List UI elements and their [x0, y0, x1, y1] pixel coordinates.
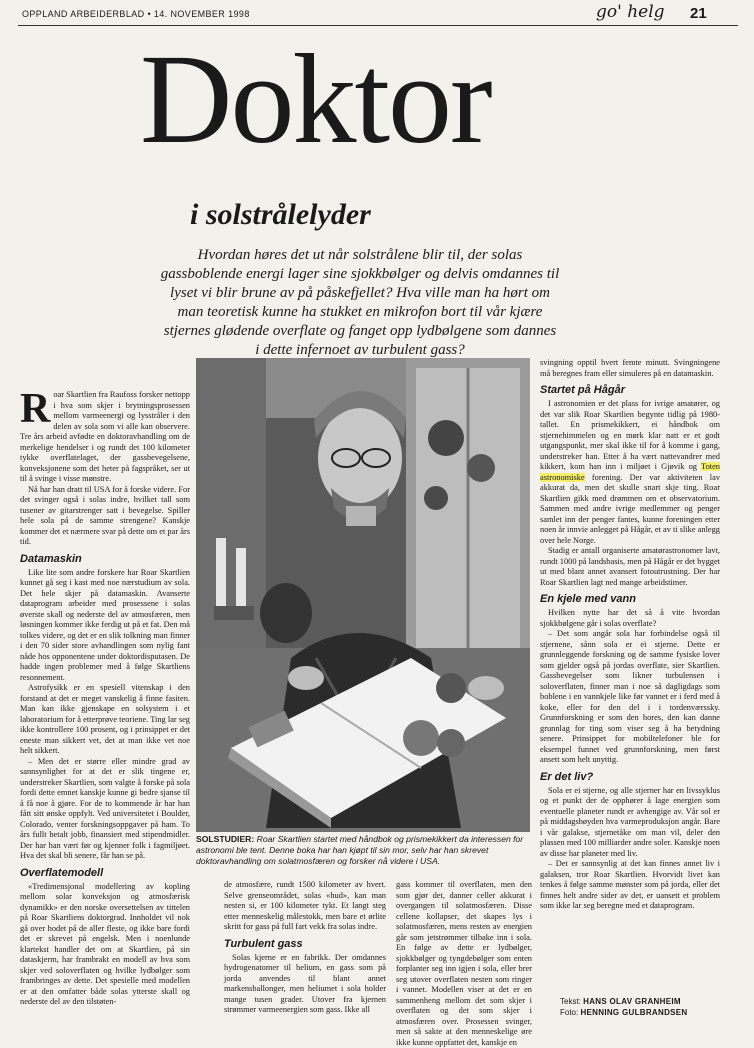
- credit-label: Tekst:: [560, 997, 581, 1006]
- article-column-4: [540, 358, 720, 994]
- section-brand: go' helg: [596, 2, 665, 22]
- paragraph: Astrofysikk er en spesiell vitenskap i den forstand at det er meget vanskelig å finne fasiten. Man kan ikke gjenskape en solsystem i et laboratorium for å etterprøve teoriene. Ting lar seg ikke kontrollere 100 prosent, og i prinsippet er det eneste man sikkert vet, det at man ikke vet noe helt sikkert.: [20, 683, 190, 755]
- headline: Doktor: [140, 28, 491, 170]
- paragraph: Hvilken nytte har det så å vite hvordan sjokkbølgene går i solas overflate?: [540, 608, 720, 628]
- subheading: Overflatemodell: [20, 866, 104, 879]
- photo-caption: [196, 834, 530, 867]
- photo-illustration: [196, 358, 530, 832]
- subheading: Er det liv?: [540, 770, 594, 783]
- author-name: HANS OLAV GRANHEIM: [583, 997, 681, 1006]
- paragraph: oar Skartlien fra Raufoss forsker nettopp i hva som skjer i brytningsprosessen mellom varmeenergi og lysstråler i den delen av sola som vi alle kan observere. Tre års arbeid avfødte en doktoravhandling om de merkelige hendelser i og rundt det 100 kilometer tykke overflatelaget, der gassbevegelsene, konveksjonene som det heter på fagspråket, ser ut til å svinge i visse mønstre.: [20, 390, 190, 483]
- article-column-3: [396, 880, 532, 1047]
- byline: [560, 996, 720, 1018]
- paragraph: – Men det er større eller mindre grad av sannsynlighet for at det er slik tingene er, understreker Skartlien, som valgte å forske på sola fordi dette emnet kanskje kunne gi bedre sjanse til å få noe å gjøre. For de to kommende år har han fått sitt ønske oppfylt. Ved universitetet i Boulder, Colorado, venter forskningsoppgaver på ham. To års fullt betalt jobb, finansiert med stipendmidler. Der har han vært før og kjenner folk i fagmiljøet. Hva det skal bli senere, får han se på.: [20, 756, 190, 860]
- paragraph: svingning opptil hvert femte minutt. Svingningene må beregnes fram eller simuleres på en datamaskin.: [540, 358, 720, 378]
- subheading: Datamaskin: [20, 552, 82, 565]
- paragraph: I astronomien er det plass for ivrige amatører, og det var slik Roar Skartlien begynte tidlig på 1980-tallet. En prismekikkert, ei håndbok om stjernehimmelen og en mørk klar natt er et godt utgangspunkt, mer skal ikke til for å komme i gang, understreker han. Etter å ha vært nattevandrer med kikkert, kom han inn i miljøet i Gjøvik og: [540, 399, 720, 471]
- paragraph: Solas kjerne er en fabrikk. Der omdannes hydrogenatomer til helium, en gass som på jorda anvendes til blant annet markensballonger, men heliumet i sola holder mange tusen grader. Utover fra kjernen strømmer varmeenergien som gass. Ikke all: [224, 952, 386, 1014]
- lead-paragraph: Hvordan høres det ut når solstrålene blir til, der solas gassboblende energi lager sine sjokkbølger og delvis omdannes til lyset vi blir brune av på påskefjellet? Hva ville man ha hørt om man teoretisk kunne ha stukket en mikrofon bort til vår kjære stjernes glødende overflate og fanget opp lydbølgene som dannes i dette infernoet av turbulent gass?: [160, 247, 560, 358]
- paragraph: gass kommer til overflaten, men den som gjør det, danner celler akkurat i overgangen til solatmosfæren. Disse cellene kollapser, det skapes lys i solatmosfæren, mens resten av energien går som jetstrømmer tilbake inn i sola. En følge av dette er lydbølger, sjokkbølger og tyngdebølger som enten forplanter seg inn igjen i sola, eller brer seg utover overflaten nesten som ringer i vannet. Modellen viser at det er en sammenheng mellom det som skjer i overflaten og det som skjer i atmosfæren over. Prosessen svinger, men så sakte at den menneskelige øre ikke kunne oppfattet det, kanskje en: [396, 880, 532, 1047]
- paragraph: Like lite som andre forskere har Roar Skartlien kunnet gå seg i kast med noe nærstudium av sola. Det hele skjer på datamaskin. Avanserte dataprogram arbeider med prosessene i solas øverste skall og nederste del av atmosfæren, men løsningen kommer ikke ferdig ut på et fat. Den må tolkes videre, og det er en slik tolkning man finner i den 70 sider store avhandlingen som nylig fant nåde hos opponentene under doktordisputasen. De hadde ingen problemer med å følge Skartliens resonnement.: [20, 567, 190, 682]
- article-column-1: [20, 386, 190, 1020]
- paragraph: Sola er ei stjerne, og alle stjerner har en livssyklus og et punkt der de opphører å lage energien som eventuelle planeter rundt er avhengige av. Vår sol er på middagshøyden hva varmeproduksjon angår. Bare i vår galakse, stjernetåke om man vil, deler den plassen med 100 milliarder andre soler. Kanskje noen av disse har planeter med liv.: [540, 785, 720, 858]
- caption-text: Roar Skartlien startet med håndbok og prismekikkert da interessen for astronomi ble tent. Denne boka har han kjøpt til sin mor, selv har han skrevet doktoravhandling om solatmosfæren og forsker nå videre i USA.: [196, 834, 524, 866]
- paragraph: «Tredimensjonal modellering av kopling mellom solar konveksjon og atmosfærisk dynamikk» er den norske oversettelsen av tittelen på Roar Skartliens doktorgrad. Innholdet vil nok gå over hodet på de aller fleste, og ikke bare fordi det er skrevet på engelsk. Men i noenlunde klartekst handler det om at Skartlien, på sin dataskjerm, har frambrakt en modell av hva som skjer ved soloverflaten og hvilke lydbølger som frambringes av dette. Det spesielle med modellen er at den omfatter både solas ytterste skall og nederste del av den tilstøten-: [20, 881, 190, 1006]
- paragraph: – Det som angår sola har forbindelse også til stjernene, sånn sola er ei stjerne. Dette er grunnleggende forskning og de samme fysiske lover som gjelder også på jordas overflate, sier Skartlien. Gassbevegelser som likner turbulensen i soloverflaten, finner man i noe så dagligdags som boblene i en vannkjele like før vannet er i ferd med å koke, eller for den del i i tordenværssky. Grunnforskning er som den hores, den kan danne grunnlag for ting som viser seg å ha betydning senere. Prinsippet for mobiltelefoner ble for eksempel funnet ved grunnforskning, men først ansett som helt unyttig.: [540, 629, 720, 764]
- paragraph: forening. Der var aktiviteten lav akkurat da, men det skulle snart skje ting. Roar Skartlien gikk med drømmen om et observatorium. Sammen med andre ivrige medlemmer og penger samlet inn der penger fantes, kunne foreningen etter noen år innvie anlegget på Hågår, et av ti slike anlegg over hele Norge.: [540, 472, 721, 545]
- photographer-name: HENNING GULBRANDSEN: [580, 1008, 688, 1017]
- highlighted-text: Toten astronomiske: [540, 462, 720, 482]
- paragraph: Stadig er antall organiserte amatørastronomer lavt, rundt 1000 på landsbasis, men på Hågår er det bygget ut med blant annet avansert fotoutrustning. Der har Roar Skartlien lagt ned mange arbeidstimer.: [540, 546, 721, 587]
- header-divider: [18, 25, 738, 26]
- drop-cap: R: [20, 386, 51, 432]
- subheading: Turbulent gass: [224, 937, 303, 950]
- paragraph: de atmosfære, rundt 1500 kilometer av hvert. Selve grenseområdet, solas «hud», kan man nesten si, er 100 kilometer tykt. Et langt steg etter menneskelig målestokk, men bare et ørlite skritt for gass på full fart vekk fra solas indre.: [224, 880, 386, 931]
- page-number: 21: [690, 5, 707, 22]
- paragraph: – Det er sannsynlig at det kan finnes annet liv i galaksen, tror Roar Skartlien. Hvorvidt livet kan tenkes å følge samme mønster som på jorda, eller det finnes helt andre sider av det, er uansett et problem som ikke lar seg beregne med et dataprogram.: [540, 859, 720, 910]
- subheading: En kjele med vann: [540, 593, 636, 605]
- subheadline: i solstrålelyder: [190, 198, 371, 231]
- article-photo: [196, 358, 530, 832]
- caption-label: SOLSTUDIER:: [196, 834, 255, 844]
- newspaper-masthead: OPPLAND ARBEIDERBLAD • 14. NOVEMBER 1998: [22, 9, 250, 19]
- paragraph: Nå har han dratt til USA for å forske videre. For det svinger også i solas indre, hvilket tall som tusener av gitarstrenger satt i bevegelse. Spiller hele sola på de samme strengene? Kanskje kommer det et nærmere svar på dette om et par års tid.: [20, 484, 190, 546]
- subheading: Startet på Hågår: [540, 384, 625, 396]
- credit-label: Foto:: [560, 1008, 579, 1017]
- article-column-2: [224, 880, 386, 1020]
